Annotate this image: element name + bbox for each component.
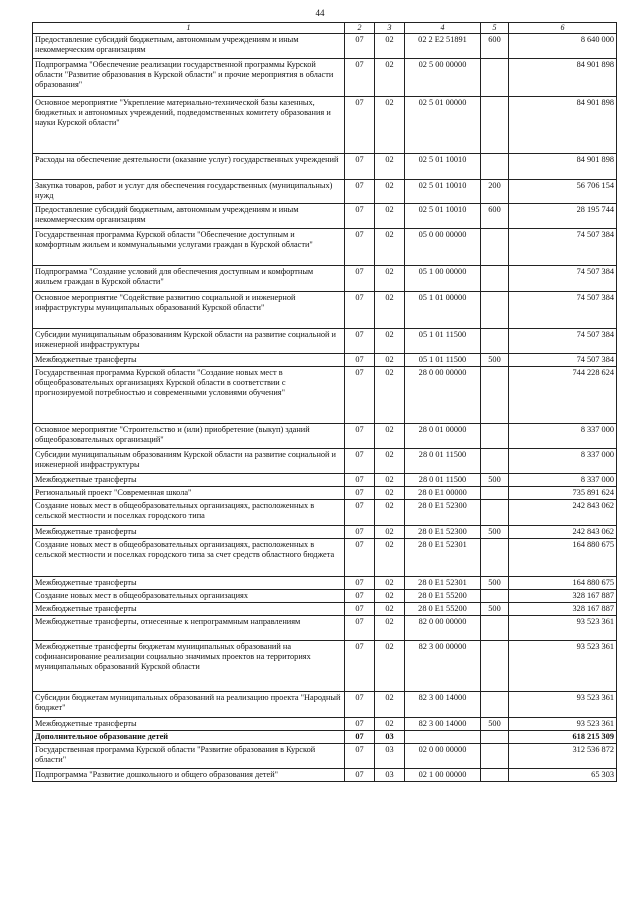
row-name: Межбюджетные трансферты (33, 474, 345, 487)
row-name: Межбюджетные трансферты (33, 526, 345, 539)
row-name: Межбюджетные трансферты, отнесенные к непрограммным направлениям (33, 616, 345, 641)
row-target-article: 28 0 E1 52300 (405, 500, 481, 526)
row-expense-type (481, 731, 509, 744)
row-expense-type (481, 154, 509, 180)
row-target-article: 28 0 E1 55200 (405, 603, 481, 616)
row-target-article: 02 5 01 10010 (405, 180, 481, 204)
row-expense-type (481, 590, 509, 603)
table-row (33, 154, 617, 180)
row-target-article: 05 1 01 11500 (405, 354, 481, 367)
row-name: Межбюджетные трансферты (33, 577, 345, 590)
row-section: 07 (345, 616, 375, 641)
row-subsection: 02 (375, 34, 405, 59)
row-target-article: 82 3 00 14000 (405, 692, 481, 718)
row-section: 07 (345, 204, 375, 229)
row-section: 07 (345, 154, 375, 180)
row-subsection: 02 (375, 603, 405, 616)
row-target-article: 02 5 01 10010 (405, 154, 481, 180)
row-section: 07 (345, 526, 375, 539)
row-name: Дополнительное образование детей (33, 731, 345, 744)
table-row (33, 718, 617, 731)
row-target-article: 28 0 01 11500 (405, 449, 481, 474)
row-expense-type (481, 367, 509, 424)
budget-table-body (33, 23, 617, 782)
row-target-article: 05 1 01 00000 (405, 292, 481, 329)
row-target-article: 82 3 00 14000 (405, 718, 481, 731)
row-name: Основное мероприятие "Строительство и (или) приобретение (выкуп) зданий общеобразовательных организаций" (33, 424, 345, 449)
row-subsection: 02 (375, 154, 405, 180)
row-amount: 8 337 000 (509, 474, 617, 487)
row-target-article: 28 0 01 11500 (405, 474, 481, 487)
row-expense-type: 200 (481, 180, 509, 204)
row-target-article: 02 5 01 00000 (405, 97, 481, 154)
row-subsection: 02 (375, 59, 405, 97)
column-header: 5 (481, 23, 509, 34)
row-expense-type (481, 539, 509, 577)
row-section: 07 (345, 354, 375, 367)
row-section: 07 (345, 449, 375, 474)
row-subsection: 02 (375, 487, 405, 500)
row-section: 07 (345, 718, 375, 731)
row-name: Межбюджетные трансферты (33, 718, 345, 731)
row-subsection: 02 (375, 424, 405, 449)
row-expense-type: 500 (481, 526, 509, 539)
row-target-article: 28 0 E1 55200 (405, 590, 481, 603)
row-expense-type (481, 692, 509, 718)
row-subsection: 02 (375, 474, 405, 487)
row-subsection: 02 (375, 577, 405, 590)
row-target-article: 82 0 00 00000 (405, 616, 481, 641)
row-subsection: 02 (375, 526, 405, 539)
row-amount: 242 843 062 (509, 526, 617, 539)
row-amount: 744 228 624 (509, 367, 617, 424)
row-expense-type (481, 487, 509, 500)
row-expense-type (481, 292, 509, 329)
row-target-article: 02 2 E2 51891 (405, 34, 481, 59)
table-row (33, 539, 617, 577)
row-target-article: 05 1 00 00000 (405, 266, 481, 292)
row-target-article: 28 0 E1 52301 (405, 539, 481, 577)
table-row (33, 424, 617, 449)
row-section: 07 (345, 424, 375, 449)
table-row (33, 731, 617, 744)
row-amount: 8 337 000 (509, 424, 617, 449)
row-name: Предоставление субсидий бюджетным, автономным учреждениям и иным некоммерческим организациям (33, 34, 345, 59)
row-amount: 242 843 062 (509, 500, 617, 526)
table-row (33, 292, 617, 329)
table-row (33, 577, 617, 590)
row-name: Расходы на обеспечение деятельности (оказание услуг) государственных учреждений (33, 154, 345, 180)
row-expense-type (481, 744, 509, 769)
table-row (33, 449, 617, 474)
row-expense-type: 600 (481, 34, 509, 59)
row-subsection: 03 (375, 731, 405, 744)
table-row (33, 487, 617, 500)
row-section: 07 (345, 487, 375, 500)
row-amount: 8 640 000 (509, 34, 617, 59)
row-subsection: 02 (375, 692, 405, 718)
table-row (33, 59, 617, 97)
row-target-article: 28 0 E1 52301 (405, 577, 481, 590)
row-target-article: 28 0 E1 00000 (405, 487, 481, 500)
row-target-article: 82 3 00 00000 (405, 641, 481, 692)
table-row (33, 367, 617, 424)
column-header: 6 (509, 23, 617, 34)
row-target-article: 05 0 00 00000 (405, 229, 481, 266)
row-subsection: 02 (375, 204, 405, 229)
row-amount: 93 523 361 (509, 692, 617, 718)
row-section: 07 (345, 641, 375, 692)
row-amount: 74 507 384 (509, 329, 617, 354)
row-expense-type (481, 329, 509, 354)
row-amount: 84 901 898 (509, 154, 617, 180)
row-subsection: 02 (375, 500, 405, 526)
row-name: Предоставление субсидий бюджетным, автономным учреждениям и иным некоммерческим организациям (33, 204, 345, 229)
row-subsection: 02 (375, 616, 405, 641)
row-name: Государственная программа Курской области "Развитие образования в Курской области" (33, 744, 345, 769)
row-section: 07 (345, 731, 375, 744)
table-row (33, 641, 617, 692)
row-subsection: 03 (375, 769, 405, 782)
row-amount: 164 880 675 (509, 577, 617, 590)
budget-table (32, 22, 617, 782)
row-target-article: 02 0 00 00000 (405, 744, 481, 769)
row-expense-type (481, 266, 509, 292)
row-subsection: 02 (375, 641, 405, 692)
row-amount: 735 891 624 (509, 487, 617, 500)
row-subsection: 02 (375, 97, 405, 154)
row-amount: 74 507 384 (509, 266, 617, 292)
row-name: Государственная программа Курской области "Создание новых мест в общеобразовательных организациях Курской области в соответствии с прогнозируемой потребностью и современными условиями обучения" (33, 367, 345, 424)
row-expense-type (481, 424, 509, 449)
table-row (33, 474, 617, 487)
column-header: 4 (405, 23, 481, 34)
row-expense-type (481, 229, 509, 266)
row-expense-type (481, 500, 509, 526)
row-name: Подпрограмма "Обеспечение реализации государственной программы Курской области "Развитие образования в Курской области" и прочие мероприятия в области образования" (33, 59, 345, 97)
row-target-article: 02 5 00 00000 (405, 59, 481, 97)
row-section: 07 (345, 590, 375, 603)
row-section: 07 (345, 180, 375, 204)
row-amount: 93 523 361 (509, 718, 617, 731)
row-subsection: 02 (375, 449, 405, 474)
row-section: 07 (345, 692, 375, 718)
row-amount: 56 706 154 (509, 180, 617, 204)
row-amount: 74 507 384 (509, 354, 617, 367)
row-expense-type (481, 641, 509, 692)
row-section: 07 (345, 500, 375, 526)
row-expense-type: 500 (481, 577, 509, 590)
row-name: Региональный проект "Современная школа" (33, 487, 345, 500)
row-subsection: 02 (375, 354, 405, 367)
table-row (33, 229, 617, 266)
row-name: Субсидии муниципальным образованиям Курской области на развитие социальной и инженерной инфраструктуры (33, 449, 345, 474)
row-subsection: 02 (375, 229, 405, 266)
row-expense-type (481, 449, 509, 474)
row-amount: 74 507 384 (509, 229, 617, 266)
row-name: Подпрограмма "Развитие дошкольного и общего образования детей" (33, 769, 345, 782)
row-name: Субсидии муниципальным образованиям Курской области на развитие социальной и инженерной инфраструктуры (33, 329, 345, 354)
row-amount: 28 195 744 (509, 204, 617, 229)
row-target-article: 02 1 00 00000 (405, 769, 481, 782)
row-section: 07 (345, 769, 375, 782)
row-amount: 74 507 384 (509, 292, 617, 329)
row-name: Закупка товаров, работ и услуг для обеспечения государственных (муниципальных) нужд (33, 180, 345, 204)
row-target-article: 28 0 01 00000 (405, 424, 481, 449)
row-section: 07 (345, 59, 375, 97)
row-section: 07 (345, 34, 375, 59)
row-amount: 164 880 675 (509, 539, 617, 577)
row-subsection: 02 (375, 367, 405, 424)
row-amount: 618 215 309 (509, 731, 617, 744)
table-row (33, 180, 617, 204)
table-row (33, 204, 617, 229)
row-subsection: 02 (375, 590, 405, 603)
row-name: Создание новых мест в общеобразовательных организациях, расположенных в сельской местности и поселках городского типа (33, 500, 345, 526)
row-name: Межбюджетные трансферты бюджетам муниципальных образований на софинансирование реализации социально значимых проектов на территориях муниципальных образований Курской области (33, 641, 345, 692)
row-amount: 93 523 361 (509, 616, 617, 641)
row-expense-type: 600 (481, 204, 509, 229)
row-amount: 65 303 (509, 769, 617, 782)
row-name: Межбюджетные трансферты (33, 603, 345, 616)
row-amount: 84 901 898 (509, 59, 617, 97)
row-section: 07 (345, 329, 375, 354)
row-section: 07 (345, 292, 375, 329)
row-section: 07 (345, 266, 375, 292)
table-row (33, 590, 617, 603)
row-section: 07 (345, 744, 375, 769)
row-section: 07 (345, 474, 375, 487)
table-row (33, 769, 617, 782)
row-amount: 84 901 898 (509, 97, 617, 154)
row-subsection: 02 (375, 180, 405, 204)
row-name: Создание новых мест в общеобразовательных организациях (33, 590, 345, 603)
column-header: 2 (345, 23, 375, 34)
table-row (33, 692, 617, 718)
row-name: Основное мероприятие "Содействие развитию социальной и инженерной инфраструктуры муниципальных образований Курской области" (33, 292, 345, 329)
row-target-article: 28 0 00 00000 (405, 367, 481, 424)
row-expense-type: 500 (481, 354, 509, 367)
row-expense-type: 500 (481, 603, 509, 616)
row-target-article: 02 5 01 10010 (405, 204, 481, 229)
column-header: 3 (375, 23, 405, 34)
row-section: 07 (345, 97, 375, 154)
row-section: 07 (345, 229, 375, 266)
row-target-article: 05 1 01 11500 (405, 329, 481, 354)
row-section: 07 (345, 367, 375, 424)
table-row (33, 266, 617, 292)
table-row (33, 616, 617, 641)
row-expense-type (481, 616, 509, 641)
row-amount: 328 167 887 (509, 590, 617, 603)
table-row (33, 603, 617, 616)
row-name: Подпрограмма "Создание условий для обеспечения доступным и комфортным жильем граждан в Курской области" (33, 266, 345, 292)
table-row (33, 329, 617, 354)
row-name: Субсидии бюджетам муниципальных образований на реализацию проекта "Народный бюджет" (33, 692, 345, 718)
row-subsection: 02 (375, 266, 405, 292)
row-name: Государственная программа Курской области "Обеспечение доступным и комфортным жильем и коммунальными услугами граждан в Курской области" (33, 229, 345, 266)
row-subsection: 03 (375, 744, 405, 769)
column-header-row (33, 23, 617, 34)
column-header: 1 (33, 23, 345, 34)
row-subsection: 02 (375, 329, 405, 354)
row-amount: 8 337 000 (509, 449, 617, 474)
row-expense-type (481, 769, 509, 782)
row-amount: 93 523 361 (509, 641, 617, 692)
row-section: 07 (345, 603, 375, 616)
row-expense-type (481, 59, 509, 97)
row-amount: 328 167 887 (509, 603, 617, 616)
table-row (33, 526, 617, 539)
table-row (33, 500, 617, 526)
row-expense-type (481, 97, 509, 154)
row-section: 07 (345, 539, 375, 577)
row-subsection: 02 (375, 539, 405, 577)
row-target-article: 28 0 E1 52300 (405, 526, 481, 539)
row-subsection: 02 (375, 718, 405, 731)
row-subsection: 02 (375, 292, 405, 329)
row-amount: 312 536 872 (509, 744, 617, 769)
row-expense-type: 500 (481, 474, 509, 487)
row-name: Межбюджетные трансферты (33, 354, 345, 367)
table-row (33, 34, 617, 59)
table-row (33, 744, 617, 769)
page-number: 44 (315, 8, 325, 18)
row-section: 07 (345, 577, 375, 590)
row-expense-type: 500 (481, 718, 509, 731)
row-name: Основное мероприятие "Укрепление материально-технической базы казенных, бюджетных и автономных учреждений, подведомственных комитету образования и науки Курской области" (33, 97, 345, 154)
table-row (33, 354, 617, 367)
table-row (33, 97, 617, 154)
row-target-article (405, 731, 481, 744)
row-name: Создание новых мест в общеобразовательных организациях, расположенных в сельской местности и поселках городского типа за счет средств областного бюджета (33, 539, 345, 577)
